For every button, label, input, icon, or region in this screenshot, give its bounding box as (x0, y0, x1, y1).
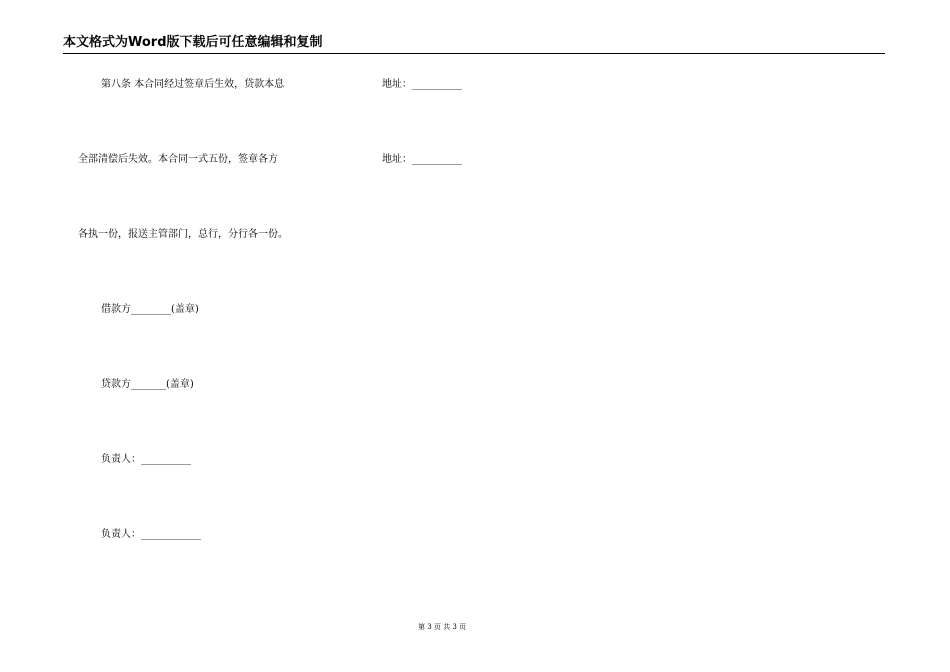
clause-8-line-2: 全部清偿后失效。本合同一式五份，签章各方 (78, 154, 278, 165)
clause-8-line-1: 第八条 本合同经过签章后生效，贷款本息 (101, 79, 285, 90)
borrower-signature-line: 借款方________(盖章) (101, 304, 199, 315)
header-title: 本文格式为Word版下载后可任意编辑和复制 (63, 35, 323, 50)
page-header (63, 35, 885, 54)
responsible-person-line-1: 负责人：__________ (101, 454, 191, 465)
page-number: 第 3 页 共 3 页 (417, 623, 467, 631)
lender-signature-line: 贷款方_______(盖章) (101, 379, 194, 390)
address-field-1: 地址：__________ (382, 79, 462, 90)
responsible-person-line-2: 负责人：____________ (101, 529, 201, 540)
clause-8-line-3: 各执一份，报送主管部门，总行，分行各一份。 (78, 229, 288, 240)
address-field-2: 地址：__________ (382, 154, 462, 165)
